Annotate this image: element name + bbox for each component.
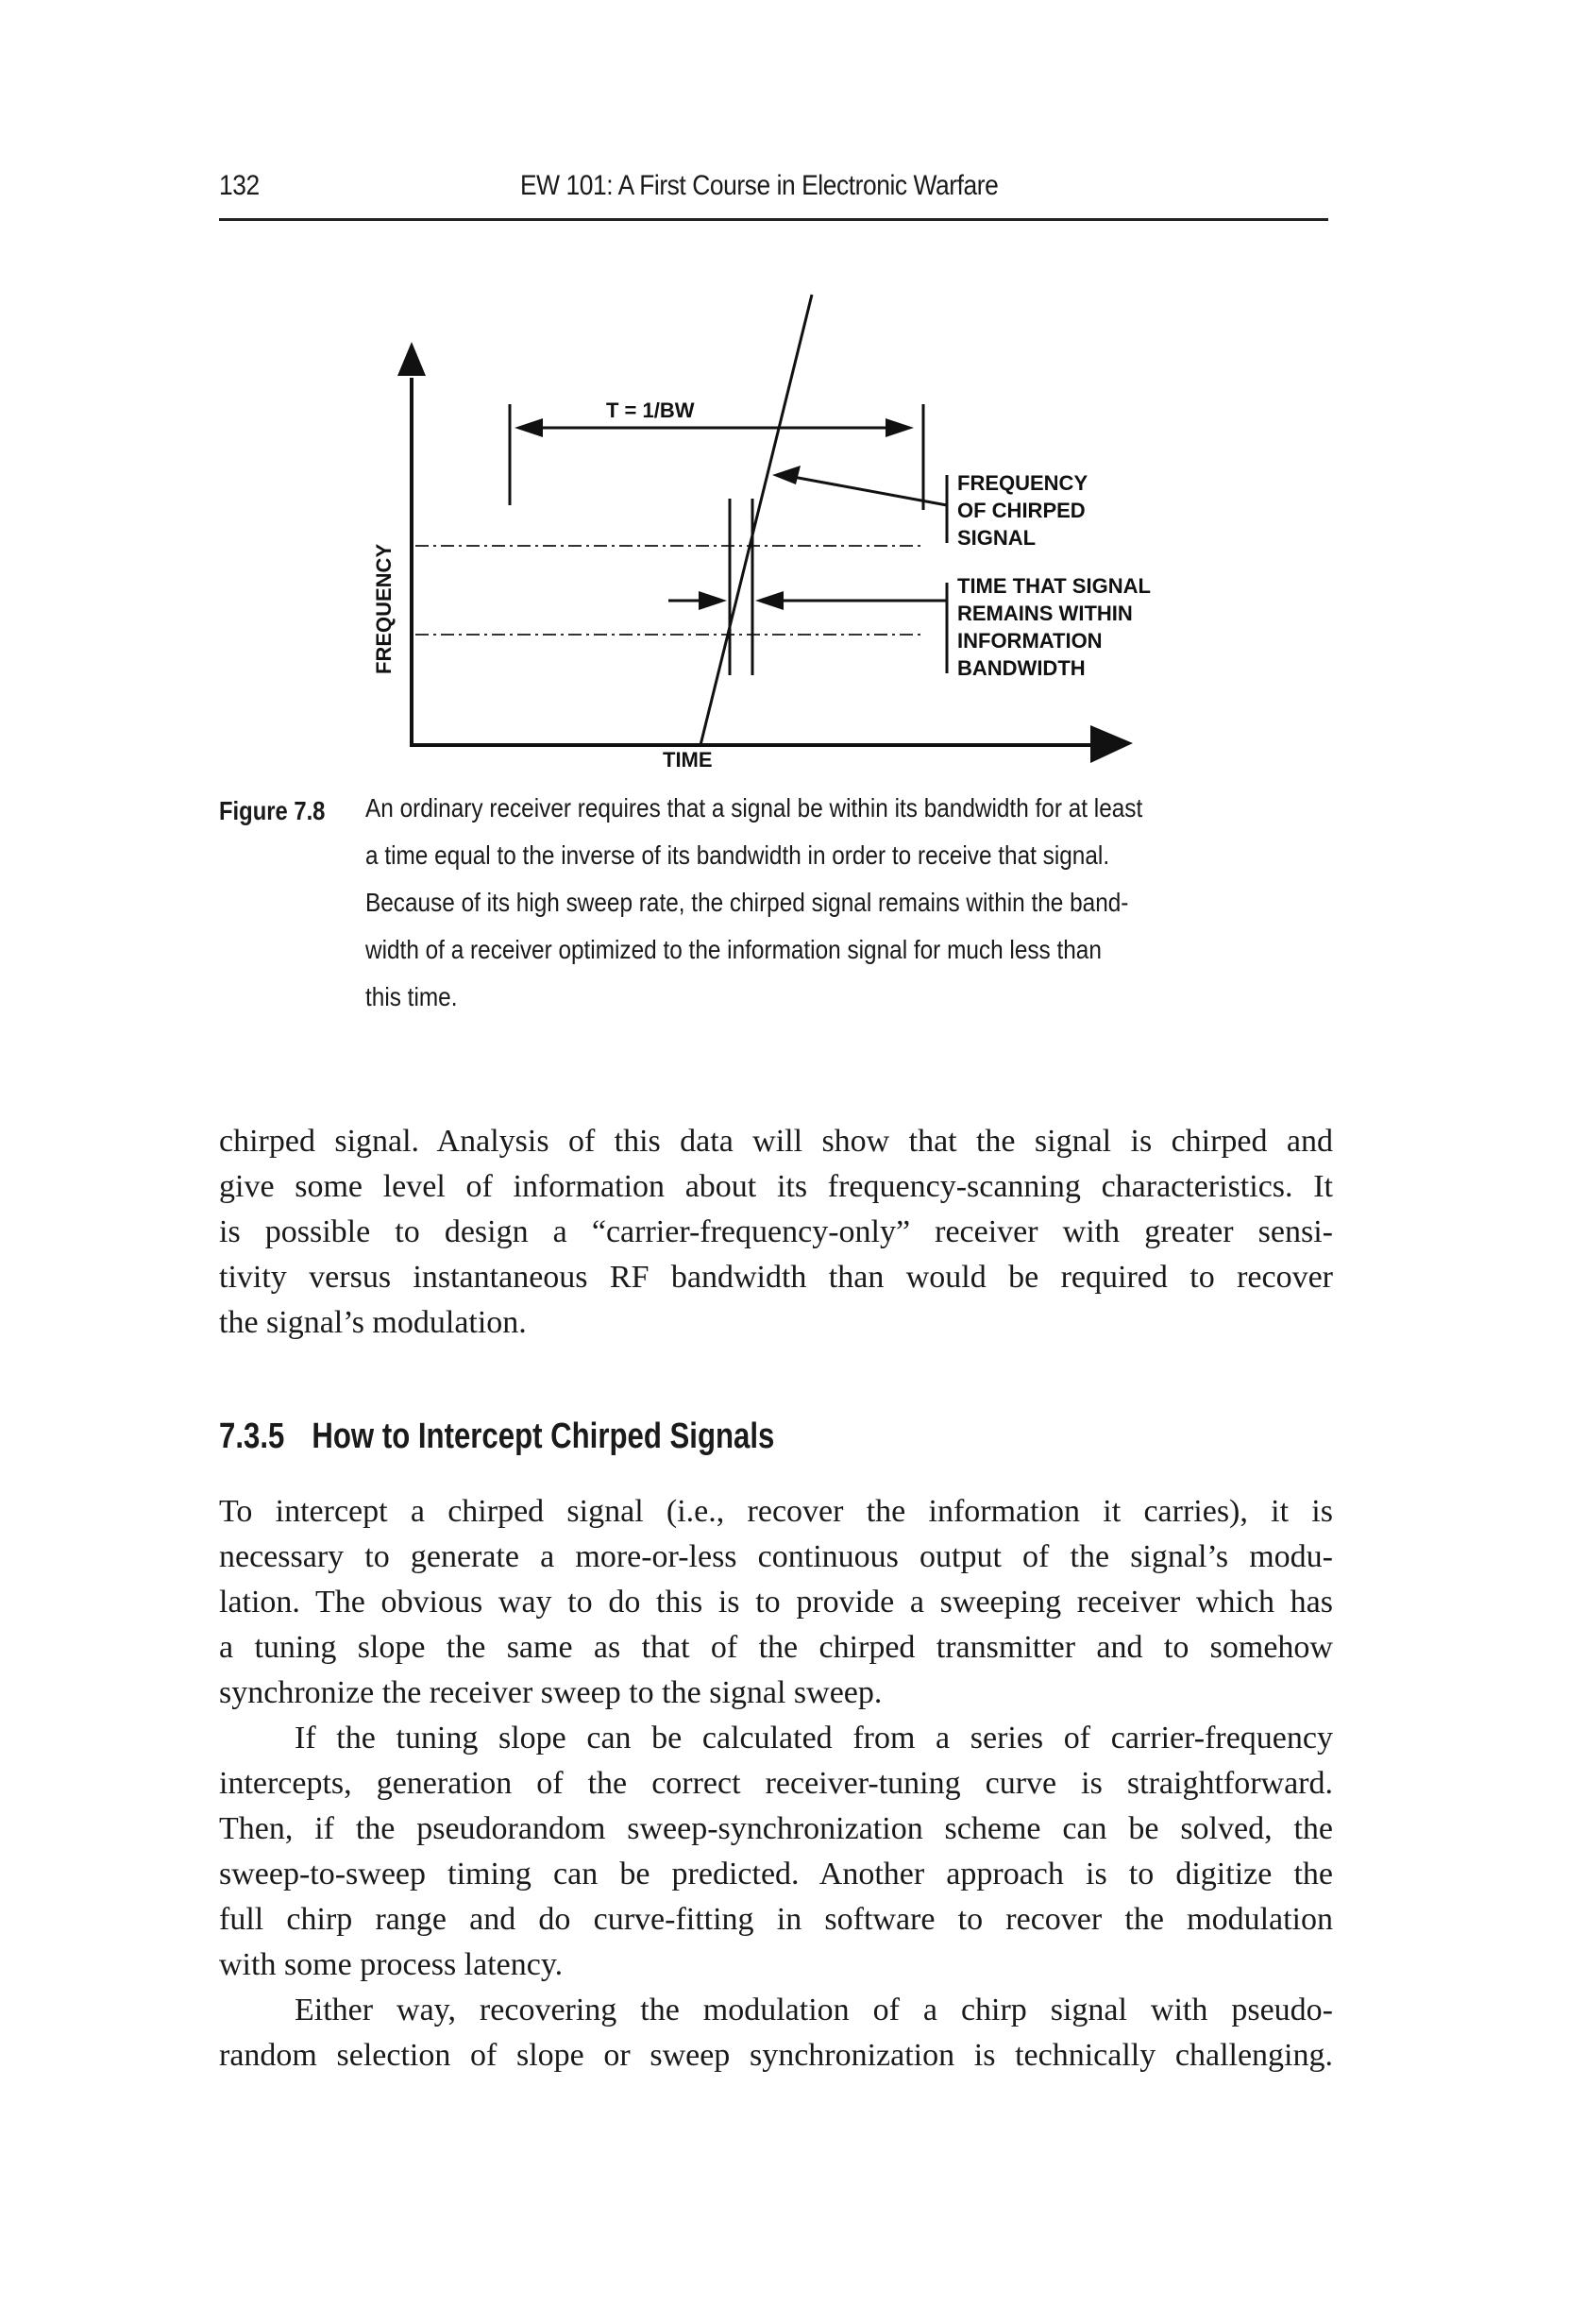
period-dimension	[510, 399, 923, 510]
arrow-right-icon	[699, 591, 727, 610]
svg-text:INFORMATION: INFORMATION	[957, 629, 1103, 653]
axes	[397, 342, 1133, 763]
section-heading	[219, 1416, 774, 1457]
chirp-signal-line	[700, 295, 812, 745]
figure-caption: An ordinary receiver requires that a signal be within its bandwidth for at least a time equal to the inverse of its bandwidth in order to receive that signal. Because of its high sweep rate, the chirped signal remains within the band- width of a receiver optimized to the information signal for much less than this time.	[365, 793, 1143, 1011]
y-axis-arrow-icon	[397, 342, 426, 376]
page-number: 132	[219, 170, 260, 201]
section-number: 7.3.5	[219, 1416, 285, 1456]
body-paragraph: chirped signal. Analysis of this data will show that the signal is chirped and give some level of information about its frequency-scanning characteristics. It is possible to design a “carrier-frequency-only” receiver with greater sensi- tivity versus instantaneous RF bandwidth than would be required to recover the signal’s modulation.	[219, 1124, 1333, 1340]
arrow-left-icon	[772, 466, 801, 484]
figure-caption-label: Figure 7.8	[219, 796, 326, 825]
arrow-left-icon	[515, 418, 543, 437]
section-title: How to Intercept Chirped Signals	[312, 1416, 775, 1456]
body-paragraph: If the tuning slope can be calculated from a series of carrier-frequency intercepts, generation of the correct receiver-tuning curve is straightforward. Then, if the pseudorandom sweep-synchronization scheme can be solved, the sweep-to-sweep timing can be predicted. Another approach is to digitize the full chirp range and do curve-fitting in software to recover the modulation with some process latency.	[219, 1721, 1333, 1982]
body-paragraph: Either way, recovering the modulation of a chirp signal with pseudo- random selection of slope or sweep synchronization is technically challenging.	[219, 1993, 1333, 2073]
callout-time-in-bandwidth	[957, 574, 1151, 680]
chirp-receiver-diagram	[0, 0, 1586, 793]
y-axis-label: FREQUENCY	[372, 543, 396, 674]
svg-text:OF CHIRPED: OF CHIRPED	[957, 499, 1086, 522]
x-axis-arrow-icon	[1090, 725, 1133, 763]
running-title: EW 101: A First Course in Electronic Warfare	[520, 170, 999, 201]
arrow-right-icon	[886, 418, 914, 437]
svg-text:BANDWIDTH: BANDWIDTH	[957, 656, 1086, 680]
svg-text:REMAINS WITHIN: REMAINS WITHIN	[957, 602, 1133, 625]
callout-chirp-frequency	[957, 471, 1088, 550]
svg-text:SIGNAL: SIGNAL	[957, 526, 1037, 550]
svg-text:FREQUENCY: FREQUENCY	[957, 471, 1088, 495]
period-label: T = 1/BW	[606, 399, 695, 422]
body-paragraph: To intercept a chirped signal (i.e., recover the information it carries), it is necessary to generate a more-or-less continuous output of the signal’s modu- lation. The obvious way to do this is to provide a sweeping receiver which has a tuning slope the same as that of the chirped transmitter and to somehow synchronize the receiver sweep to the signal sweep.	[219, 1494, 1333, 1710]
x-axis-label: TIME	[663, 748, 713, 772]
svg-text:TIME THAT SIGNAL: TIME THAT SIGNAL	[957, 574, 1151, 598]
